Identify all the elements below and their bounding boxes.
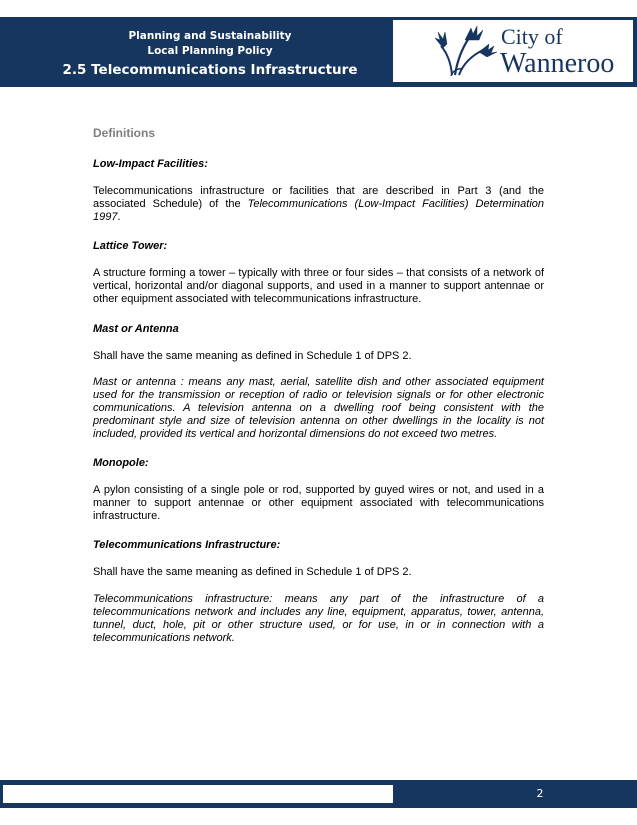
kangaroo-paw-logo-icon (393, 20, 503, 82)
definitions-content (93, 126, 544, 658)
page-number: 2 (536, 787, 544, 800)
department-name: Planning and Sustainability (128, 30, 292, 42)
definition-text: A structure forming a tower – typically with three or four sides – that consists of a network of vertical, horizontal and/or diagonal supports, and used in a manner to support antennae or other equipment associated with telecommunications infrastructure. (93, 267, 544, 306)
definition-text-part: . (117, 211, 121, 224)
logo-text-city-of: City of (501, 24, 563, 49)
determination-title: Telecommunications (Low-Impact Facilities) Determination 1997 (93, 198, 545, 224)
definition-term: Low-Impact Facilities: (93, 158, 208, 170)
page-header (0, 17, 637, 87)
definition-term: Monopole: (93, 457, 149, 470)
definition-text-italic: Mast or antenna : means any mast, aerial, satellite dish and other associated equipment used for the transmission or reception of radio or television signals or for other electronic communications. A television antenna on a dwelling roof being consistent with the predominant style and size of television antenna on other dwellings in the locality is not included, provided its vertical and horizontal dimensions do not exceed two metres. (93, 375, 544, 441)
definition-text-part: Telecommunications infrastructure or facilities that are described in Part 3 (and the associated Schedule) of the (93, 185, 544, 211)
city-logo (393, 20, 633, 82)
definition-text-italic: Telecommunications infrastructure: means any part of the infrastructure of a telecommunications network and includes any line, equipment, apparatus, tower, antenna, tunnel, duct, hole, pit or other structure used, or for use, in or in connection with a telecommunications network. (93, 592, 544, 644)
definition-text: A pylon consisting of a single pole or rod, supported by guyed wires or not, and used in a manner to support antennae or other equipment associated with telecommunications infrastructure. (93, 484, 544, 523)
header-title-block (30, 29, 390, 80)
definition-text (93, 185, 544, 224)
definition-term: Mast or Antenna (93, 322, 179, 335)
definition-text: Shall have the same meaning as defined in Schedule 1 of DPS 2. (93, 349, 412, 362)
definition-text: Shall have the same meaning as defined in Schedule 1 of DPS 2. (93, 566, 412, 579)
policy-title: 2.5 Telecommunications Infrastructure (62, 62, 358, 78)
policy-type: Local Planning Policy (147, 45, 273, 57)
definition-term: Lattice Tower: (93, 240, 168, 253)
definition-term: Telecommunications Infrastructure: (93, 539, 281, 552)
logo-text-wanneroo: Wanneroo (500, 48, 615, 79)
footer-white-strip (3, 785, 393, 803)
section-title: Definitions (93, 126, 155, 140)
page-footer (0, 780, 637, 808)
